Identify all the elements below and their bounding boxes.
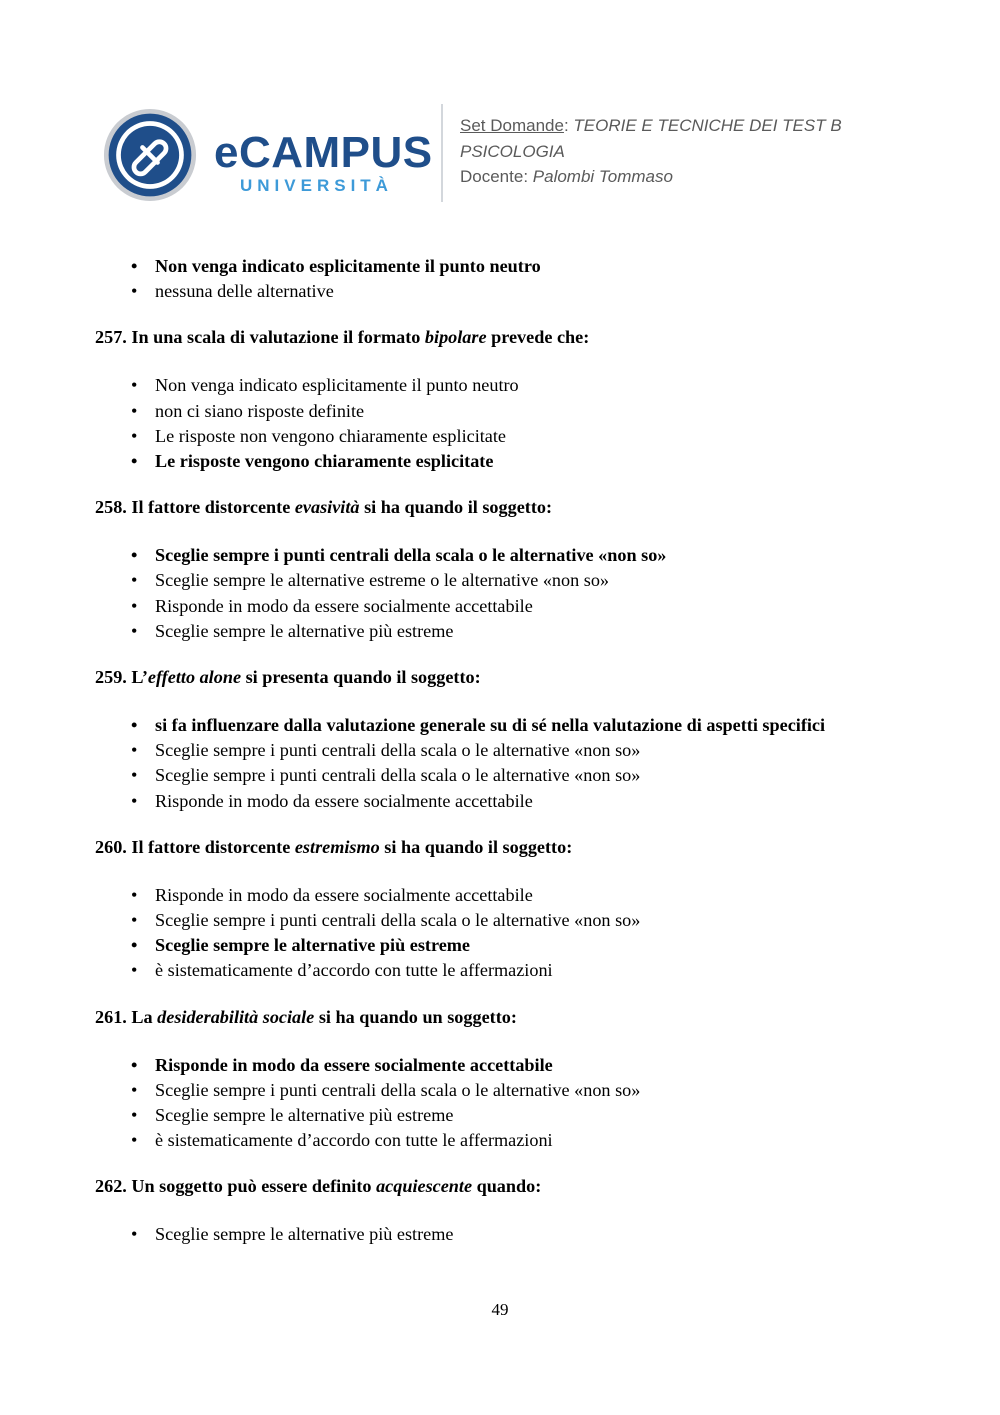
header-divider bbox=[441, 104, 443, 202]
set-value-2: PSICOLOGIA bbox=[460, 141, 565, 161]
question-258 bbox=[95, 495, 905, 520]
option: • Sceglie sempre le alternative più estreme bbox=[155, 619, 905, 644]
university-seal-logo bbox=[103, 108, 197, 202]
question-261 bbox=[95, 1005, 905, 1030]
option-correct: • Sceglie sempre i punti centrali della scala o le alternative «non so» bbox=[155, 543, 905, 568]
option: • Risponde in modo da essere socialmente accettabile bbox=[155, 594, 905, 619]
option: • Sceglie sempre le alternative estreme o le alternative «non so» bbox=[155, 568, 905, 593]
docente-value: Palombi Tommaso bbox=[532, 167, 673, 186]
set-label: Set Domande bbox=[460, 116, 564, 135]
ecampus-logo bbox=[214, 128, 433, 208]
question-262 bbox=[95, 1174, 905, 1199]
option: • Risponde in modo da essere socialmente accettabile bbox=[155, 883, 905, 908]
option: • non ci siano risposte definite bbox=[155, 399, 905, 424]
options-list bbox=[95, 373, 905, 474]
question-number: 262. bbox=[95, 1176, 127, 1197]
option: • Le risposte non vengono chiaramente esplicitate bbox=[155, 424, 905, 449]
set-value: TEORIE E TECNICHE DEI TEST B bbox=[573, 116, 842, 135]
options-list bbox=[95, 1053, 905, 1154]
question-text: In una scala di valutazione il formato bbox=[131, 327, 421, 348]
question-260 bbox=[95, 835, 905, 860]
question-text: Il fattore distorcente bbox=[131, 836, 291, 857]
question-keyword: evasività bbox=[294, 497, 360, 518]
question-keyword: estremismo bbox=[294, 836, 380, 857]
options-list bbox=[95, 543, 905, 644]
option-correct: • si fa influenzare dalla valutazione generale su di sé nella valutazione di aspetti specifici bbox=[155, 713, 905, 738]
brand-name: eCAMPUS bbox=[214, 128, 433, 177]
question-number: 257. bbox=[95, 327, 127, 348]
course-info bbox=[460, 113, 842, 190]
question-259 bbox=[95, 665, 905, 690]
question-keyword: desiderabilità sociale bbox=[157, 1006, 315, 1027]
option-correct: • Non venga indicato esplicitamente il punto neutro bbox=[155, 254, 905, 279]
option: • Sceglie sempre i punti centrali della scala o le alternative «non so» bbox=[155, 763, 905, 788]
option: • Sceglie sempre le alternative più estreme bbox=[155, 1103, 905, 1128]
options-list bbox=[95, 254, 905, 304]
options-list bbox=[95, 883, 905, 984]
option: • è sistematicamente d’accordo con tutte le affermazioni bbox=[155, 958, 905, 983]
option-correct: • Risponde in modo da essere socialmente accettabile bbox=[155, 1053, 905, 1078]
option: • nessuna delle alternative bbox=[155, 279, 905, 304]
question-number: 260. bbox=[95, 836, 127, 857]
option-correct: • Le risposte vengono chiaramente esplicitate bbox=[155, 449, 905, 474]
docente-line bbox=[460, 164, 842, 190]
question-text-end: si ha quando un soggetto: bbox=[318, 1006, 517, 1027]
set-line-2 bbox=[460, 139, 842, 165]
option: • Non venga indicato esplicitamente il punto neutro bbox=[155, 373, 905, 398]
question-text: La bbox=[131, 1006, 153, 1027]
set-line bbox=[460, 113, 842, 139]
question-257 bbox=[95, 325, 905, 350]
question-keyword: effetto alone bbox=[147, 667, 242, 688]
question-number: 259. bbox=[95, 667, 127, 688]
option: • Sceglie sempre i punti centrali della scala o le alternative «non so» bbox=[155, 738, 905, 763]
set-separator: : bbox=[563, 116, 569, 135]
question-text: L’ bbox=[131, 667, 148, 688]
question-text: Un soggetto può essere definito bbox=[131, 1176, 372, 1197]
option: • Risponde in modo da essere socialmente accettabile bbox=[155, 789, 905, 814]
question-text-end: si presenta quando il soggetto: bbox=[245, 667, 481, 688]
question-number: 261. bbox=[95, 1006, 127, 1027]
option-correct: • Sceglie sempre le alternative più estreme bbox=[155, 933, 905, 958]
question-text: Il fattore distorcente bbox=[131, 497, 291, 518]
brand-subtitle: UNIVERSITÀ bbox=[240, 176, 393, 195]
options-list bbox=[95, 713, 905, 814]
question-text-end: si ha quando il soggetto: bbox=[384, 836, 573, 857]
option: • è sistematicamente d’accordo con tutte le affermazioni bbox=[155, 1128, 905, 1153]
option: • Sceglie sempre i punti centrali della scala o le alternative «non so» bbox=[155, 908, 905, 933]
options-list bbox=[95, 1222, 905, 1247]
question-number: 258. bbox=[95, 497, 127, 518]
page-number: 49 bbox=[491, 1300, 509, 1319]
question-text-end: si ha quando il soggetto: bbox=[364, 497, 553, 518]
question-text-end: quando: bbox=[476, 1176, 542, 1197]
page-header bbox=[0, 0, 1000, 230]
docente-label: Docente: bbox=[460, 167, 529, 186]
question-list bbox=[95, 254, 905, 1248]
option: • Sceglie sempre le alternative più estreme bbox=[155, 1222, 905, 1247]
question-keyword: bipolare bbox=[424, 327, 487, 348]
option: • Sceglie sempre i punti centrali della scala o le alternative «non so» bbox=[155, 1078, 905, 1103]
question-keyword: acquiescente bbox=[376, 1176, 473, 1197]
question-text-end: prevede che: bbox=[491, 327, 590, 348]
